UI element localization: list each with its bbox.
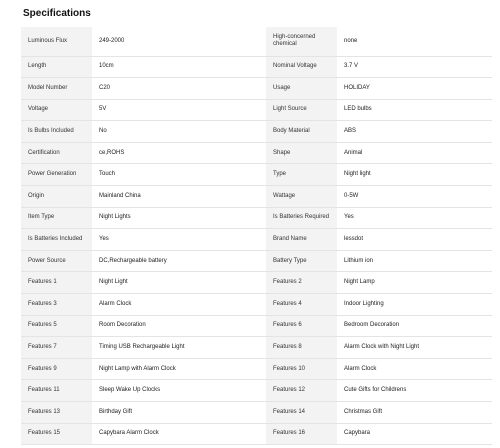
spec-value: ABS — [337, 121, 492, 143]
spec-label: Power Generation — [21, 164, 92, 186]
spec-value: Alarm Clock with Night Light — [337, 337, 492, 359]
spec-value: Birthday Gift — [92, 402, 266, 424]
spec-label: Features 11 — [21, 380, 92, 402]
spec-value: Christmas Gift — [337, 402, 492, 424]
spec-label: Model Number — [21, 78, 92, 100]
spec-label: Is Bulbs Included — [21, 121, 92, 143]
table-row — [21, 164, 492, 186]
specifications-table — [21, 27, 492, 445]
spec-value: 249-2000 — [92, 27, 266, 56]
spec-value: Animal — [337, 142, 492, 164]
spec-label: Nominal Voltage — [266, 56, 337, 78]
specifications-table-body — [21, 27, 492, 445]
spec-label: Power Source — [21, 250, 92, 272]
spec-value: lessdot — [337, 229, 492, 251]
table-row — [21, 207, 492, 229]
spec-label: Features 6 — [266, 315, 337, 337]
spec-label: Features 9 — [21, 358, 92, 380]
spec-value: Indoor Lighting — [337, 294, 492, 316]
spec-label: Item Type — [21, 207, 92, 229]
table-row — [21, 380, 492, 402]
spec-value: Cute Gifts for Childrens — [337, 380, 492, 402]
spec-label: Features 10 — [266, 358, 337, 380]
spec-label: Luminous Flux — [21, 27, 92, 56]
table-row — [21, 423, 492, 445]
spec-label: Certification — [21, 142, 92, 164]
spec-value: 0-5W — [337, 186, 492, 208]
spec-label: Type — [266, 164, 337, 186]
spec-label: Origin — [21, 186, 92, 208]
spec-value: Room Decoration — [92, 315, 266, 337]
spec-value: 10cm — [92, 56, 266, 78]
table-row — [21, 229, 492, 251]
spec-value: none — [337, 27, 492, 56]
spec-value: Night Lamp — [337, 272, 492, 294]
table-row — [21, 337, 492, 359]
spec-label: Voltage — [21, 99, 92, 121]
spec-label: Features 7 — [21, 337, 92, 359]
spec-label: Features 5 — [21, 315, 92, 337]
spec-value: Alarm Clock — [337, 358, 492, 380]
spec-label: Features 3 — [21, 294, 92, 316]
table-row — [21, 121, 492, 143]
spec-label: Shape — [266, 142, 337, 164]
table-row — [21, 27, 492, 56]
spec-value: Mainland China — [92, 186, 266, 208]
spec-label: Features 1 — [21, 272, 92, 294]
spec-label: Is Batteries Included — [21, 229, 92, 251]
table-row — [21, 358, 492, 380]
spec-value: 5V — [92, 99, 266, 121]
table-row — [21, 142, 492, 164]
spec-label: Is Batteries Required — [266, 207, 337, 229]
spec-value: Timing USB Rechargeable Light — [92, 337, 266, 359]
spec-value: ce,ROHS — [92, 142, 266, 164]
spec-value: C20 — [92, 78, 266, 100]
table-row — [21, 402, 492, 424]
spec-label: Length — [21, 56, 92, 78]
spec-label: Body Material — [266, 121, 337, 143]
table-row — [21, 315, 492, 337]
spec-label: Features 4 — [266, 294, 337, 316]
spec-value: DC,Rechargeable battery — [92, 250, 266, 272]
spec-value: Bedroom Decoration — [337, 315, 492, 337]
spec-value: Sleep Wake Up Clocks — [92, 380, 266, 402]
spec-value: LED bulbs — [337, 99, 492, 121]
spec-label: Features 13 — [21, 402, 92, 424]
table-row — [21, 294, 492, 316]
table-row — [21, 56, 492, 78]
table-row — [21, 99, 492, 121]
table-row — [21, 78, 492, 100]
spec-value: Alarm Clock — [92, 294, 266, 316]
table-row — [21, 250, 492, 272]
spec-label: Wattage — [266, 186, 337, 208]
spec-value: No — [92, 121, 266, 143]
spec-value: Yes — [337, 207, 492, 229]
spec-value: Capybara — [337, 423, 492, 445]
spec-value: Lithium ion — [337, 250, 492, 272]
spec-label: Battery Type — [266, 250, 337, 272]
spec-label: Features 8 — [266, 337, 337, 359]
spec-value: HOLIDAY — [337, 78, 492, 100]
spec-value: 3.7 V — [337, 56, 492, 78]
spec-label: Features 14 — [266, 402, 337, 424]
table-row — [21, 186, 492, 208]
spec-value: Yes — [92, 229, 266, 251]
spec-label: Brand Name — [266, 229, 337, 251]
spec-label: Light Source — [266, 99, 337, 121]
table-row — [21, 272, 492, 294]
spec-label: Features 16 — [266, 423, 337, 445]
spec-value: Night light — [337, 164, 492, 186]
spec-value: Night Lamp with Alarm Clock — [92, 358, 266, 380]
spec-label: Features 2 — [266, 272, 337, 294]
spec-value: Touch — [92, 164, 266, 186]
spec-value: Capybara Alarm Clock — [92, 423, 266, 445]
spec-label: Features 12 — [266, 380, 337, 402]
spec-value: Night Light — [92, 272, 266, 294]
spec-label: High-concerned chemical — [266, 27, 337, 56]
spec-label: Features 15 — [21, 423, 92, 445]
section-title: Specifications — [23, 8, 91, 19]
spec-label: Usage — [266, 78, 337, 100]
spec-value: Night Lights — [92, 207, 266, 229]
